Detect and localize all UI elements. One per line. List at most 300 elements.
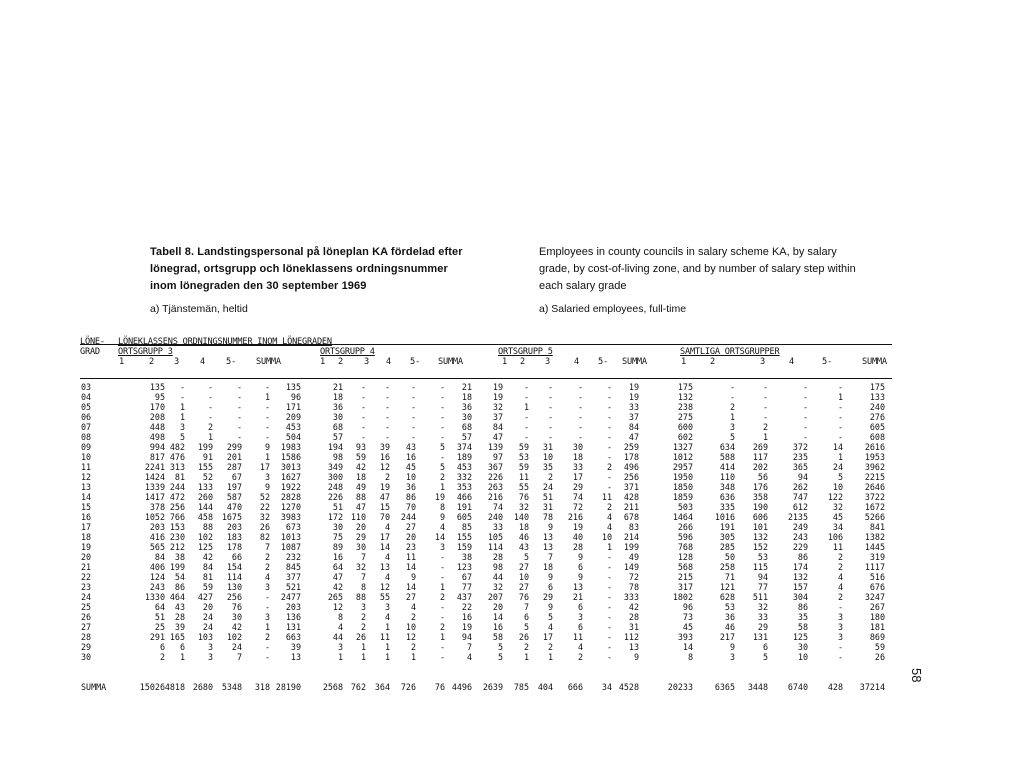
table-row-25-cell: 22 — [461, 602, 472, 612]
table-row-17-cell: 203 — [226, 522, 242, 532]
table-row-03-cell: - — [410, 382, 416, 392]
table-row-30-label: 30 — [81, 652, 92, 662]
table-row-25-cell: 20 — [202, 602, 213, 612]
table-row-06-cell: 209 — [285, 412, 301, 422]
table-row-14-cell: 3722 — [864, 492, 885, 502]
table-row-30-cell: 1 — [523, 652, 529, 662]
table-row-14-cell: 216 — [487, 492, 503, 502]
group-header-1: ORTSGRUPP 3 — [118, 347, 173, 357]
subcolumn-header-g1-5: 5- — [226, 357, 236, 367]
table-row-29-cell: 3 — [337, 642, 343, 652]
table-row-05-cell: 33 — [628, 402, 639, 412]
subcolumn-header-g4-2: 2 — [710, 357, 715, 367]
table-row-26-cell: 14 — [492, 612, 503, 622]
table-row-21-label: 21 — [81, 562, 92, 572]
table-row-03-cell: 175 — [677, 382, 693, 392]
table-row-09-cell: 43 — [405, 442, 416, 452]
table-row-20-cell: - — [439, 552, 445, 562]
table-row-07-cell: - — [606, 422, 612, 432]
table-row-total-cell: 28190 — [275, 682, 301, 692]
table-row-15-cell: 612 — [792, 502, 808, 512]
subcolumn-header-g2-2: 2 — [338, 357, 343, 367]
table-row-17-cell: 249 — [792, 522, 808, 532]
table-row-12-cell: 2 — [384, 472, 390, 482]
table-row-26-cell: 8 — [337, 612, 343, 622]
table-row-08-cell: 5 — [729, 432, 735, 442]
table-row-15-cell: 22 — [259, 502, 270, 512]
table-row-30-cell: 1 — [179, 652, 185, 662]
table-row-07-cell: - — [264, 422, 270, 432]
table-row-15-cell: 15 — [379, 502, 390, 512]
table-row-10-cell: 98 — [332, 452, 343, 462]
table-row-04-cell: 19 — [628, 392, 639, 402]
table-row-06-cell: 208 — [149, 412, 165, 422]
table-row-21-cell: 406 — [149, 562, 165, 572]
table-row-07-cell: - — [360, 422, 366, 432]
table-row-26-cell: 2 — [360, 612, 366, 622]
table-row-18-cell: 416 — [149, 532, 165, 542]
table-row-03-cell: - — [762, 382, 768, 392]
table-row-23-cell: 14 — [405, 582, 416, 592]
table-row-15-cell: 1270 — [280, 502, 301, 512]
table-row-26-cell: 16 — [461, 612, 472, 622]
table-row-30-cell: 2 — [159, 652, 165, 662]
table-row-19-cell: 7 — [264, 542, 270, 552]
table-row-20-cell: 11 — [405, 552, 416, 562]
table-row-06-cell: - — [802, 412, 808, 422]
table-row-12-cell: 1424 — [144, 472, 165, 482]
table-row-25-cell: 20 — [492, 602, 503, 612]
table-row-15-cell: 378 — [149, 502, 165, 512]
table-row-05-cell: 240 — [869, 402, 885, 412]
table-row-22-cell: 516 — [869, 572, 885, 582]
table-row-17-cell: 4 — [384, 522, 390, 532]
table-row-24-cell: 3247 — [864, 592, 885, 602]
table-row-06-cell: - — [410, 412, 416, 422]
table-row-03-cell: - — [547, 382, 553, 392]
table-row-27-cell: 24 — [202, 622, 213, 632]
table-row-19-cell: 11 — [832, 542, 843, 552]
table-row-07-cell: 2 — [207, 422, 213, 432]
table-row-29-cell: 59 — [874, 642, 885, 652]
table-row-25-cell: 53 — [724, 602, 735, 612]
table-row-08-cell: 57 — [332, 432, 343, 442]
table-row-20-cell: 232 — [285, 552, 301, 562]
table-row-24-cell: 511 — [752, 592, 768, 602]
table-row-22-cell: 124 — [149, 572, 165, 582]
table-row-13-cell: 1922 — [280, 482, 301, 492]
table-row-21-cell: 258 — [719, 562, 735, 572]
group-header-2: ORTSGRUPP 4 — [320, 347, 375, 357]
table-row-15-cell: 503 — [677, 502, 693, 512]
table-row-07-cell: - — [523, 422, 529, 432]
table-row-07-cell: 600 — [677, 422, 693, 432]
table-row-16-cell: 45 — [832, 512, 843, 522]
table-row-25-cell: 7 — [523, 602, 529, 612]
table-row-20-label: 20 — [81, 552, 92, 562]
table-row-22-cell: 54 — [174, 572, 185, 582]
table-row-30-cell: 9 — [633, 652, 639, 662]
table-row-12-cell: 94 — [797, 472, 808, 482]
table-row-08-cell: 504 — [285, 432, 301, 442]
table-row-15-cell: 8 — [439, 502, 445, 512]
table-row-23-cell: 78 — [628, 582, 639, 592]
table-row-27-cell: 45 — [682, 622, 693, 632]
table-row-10-cell: 91 — [202, 452, 213, 462]
table-row-20-cell: 66 — [231, 552, 242, 562]
table-row-total-cell: 2639 — [482, 682, 503, 692]
table-row-29-cell: 13 — [628, 642, 639, 652]
table-row-25-cell: 64 — [154, 602, 165, 612]
table-row-25-cell: - — [264, 602, 270, 612]
table-row-21-cell: 115 — [752, 562, 768, 572]
table-row-06-cell: - — [547, 412, 553, 422]
table-row-06-cell: 37 — [628, 412, 639, 422]
table-row-17-cell: 673 — [285, 522, 301, 532]
table-row-13-cell: 197 — [226, 482, 242, 492]
table-row-total-cell: 34 — [601, 682, 612, 692]
table-row-total-cell: 76 — [434, 682, 445, 692]
table-row-29-cell: 4 — [577, 642, 583, 652]
table-row-10-cell: 117 — [752, 452, 768, 462]
table-row-13-cell: 49 — [355, 482, 366, 492]
table-row-18-cell: 102 — [197, 532, 213, 542]
table-row-27-cell: 46 — [724, 622, 735, 632]
table-row-16-cell: 216 — [567, 512, 583, 522]
table-row-22-cell: 132 — [792, 572, 808, 582]
table-row-26-cell: 3 — [577, 612, 583, 622]
table-row-23-cell: 3 — [264, 582, 270, 592]
table-row-11-cell: 349 — [327, 462, 343, 472]
caption-english — [539, 244, 894, 318]
table-row-09-cell: 372 — [792, 442, 808, 452]
table-row-16-cell: 3983 — [280, 512, 301, 522]
table-row-21-cell: 845 — [285, 562, 301, 572]
table-row-17-cell: 841 — [869, 522, 885, 532]
table-row-04-cell: 132 — [677, 392, 693, 402]
table-row-14-cell: 52 — [259, 492, 270, 502]
table-row-04-cell: 96 — [290, 392, 301, 402]
table-row-03-cell: - — [439, 382, 445, 392]
table-row-19-cell: 1087 — [280, 542, 301, 552]
table-row-28-cell: 26 — [355, 632, 366, 642]
table-row-04-cell: - — [236, 392, 242, 402]
table-row-12-cell: 56 — [757, 472, 768, 482]
table-row-26-cell: 6 — [523, 612, 529, 622]
header-bottom-rule — [80, 378, 892, 379]
table-row-10-cell: 10 — [542, 452, 553, 462]
table-row-21-cell: 2 — [837, 562, 843, 572]
table-row-29-cell: 30 — [797, 642, 808, 652]
table-row-20-cell: 9 — [577, 552, 583, 562]
table-row-30-cell: 5 — [762, 652, 768, 662]
table-row-13-cell: 9 — [264, 482, 270, 492]
table-row-09-cell: 1327 — [672, 442, 693, 452]
table-row-11-cell: 496 — [623, 462, 639, 472]
table-row-03-cell: 135 — [149, 382, 165, 392]
table-row-05-cell: - — [264, 402, 270, 412]
table-row-23-cell: 86 — [174, 582, 185, 592]
table-row-24-cell: 628 — [719, 592, 735, 602]
table-row-21-cell: 32 — [355, 562, 366, 572]
table-row-04-cell: 18 — [332, 392, 343, 402]
table-row-03-cell: - — [236, 382, 242, 392]
table-row-14-cell: 358 — [752, 492, 768, 502]
table-row-08-cell: 498 — [149, 432, 165, 442]
table-row-05-cell: 32 — [492, 402, 503, 412]
table-row-18-cell: 105 — [487, 532, 503, 542]
table-row-20-cell: 42 — [202, 552, 213, 562]
table-row-05-cell: 1 — [523, 402, 529, 412]
table-row-13-cell: 2646 — [864, 482, 885, 492]
table-row-03-cell: - — [837, 382, 843, 392]
table-row-07-cell: 84 — [492, 422, 503, 432]
table-row-22-cell: 377 — [285, 572, 301, 582]
table-row-08-cell: - — [802, 432, 808, 442]
table-row-25-cell: 96 — [682, 602, 693, 612]
table-row-27-cell: 131 — [285, 622, 301, 632]
table-row-21-cell: 174 — [792, 562, 808, 572]
table-row-09-cell: 194 — [327, 442, 343, 452]
table-row-22-cell: - — [439, 572, 445, 582]
table-row-25-cell: 76 — [231, 602, 242, 612]
table-row-20-cell: 38 — [174, 552, 185, 562]
table-row-07-cell: 84 — [628, 422, 639, 432]
table-row-10-cell: - — [439, 452, 445, 462]
table-row-04-cell: 1 — [837, 392, 843, 402]
table-row-18-cell: 82 — [259, 532, 270, 542]
table-row-05-cell: 36 — [461, 402, 472, 412]
table-row-30-cell: 1 — [384, 652, 390, 662]
table-row-22-cell: 72 — [628, 572, 639, 582]
table-row-24-label: 24 — [81, 592, 92, 602]
table-row-24-cell: 27 — [405, 592, 416, 602]
table-row-22-cell: 9 — [547, 572, 553, 582]
table-row-06-cell: - — [762, 412, 768, 422]
table-row-29-cell: 2 — [547, 642, 553, 652]
table-row-29-cell: 39 — [290, 642, 301, 652]
table-row-15-label: 15 — [81, 502, 92, 512]
table-row-26-cell: 24 — [202, 612, 213, 622]
table-row-30-cell: 2 — [577, 652, 583, 662]
table-row-07-cell: 453 — [285, 422, 301, 432]
table-row-09-cell: 30 — [572, 442, 583, 452]
table-row-03-label: 03 — [81, 382, 92, 392]
table-row-22-cell: 81 — [202, 572, 213, 582]
table-row-10-cell: 1 — [837, 452, 843, 462]
table-row-19-cell: 1445 — [864, 542, 885, 552]
table-row-29-cell: 24 — [231, 642, 242, 652]
table-row-13-cell: 348 — [719, 482, 735, 492]
table-row-10-label: 10 — [81, 452, 92, 462]
table-row-12-cell: 2 — [547, 472, 553, 482]
table-row-total-cell: 364 — [374, 682, 390, 692]
table-row-14-cell: 466 — [456, 492, 472, 502]
table-row-06-cell: - — [837, 412, 843, 422]
table-row-22-cell: 4 — [264, 572, 270, 582]
table-row-26-cell: 28 — [628, 612, 639, 622]
table-row-23-cell: 6 — [547, 582, 553, 592]
table-row-04-cell: - — [410, 392, 416, 402]
table-row-19-cell: 28 — [572, 542, 583, 552]
table-row-27-cell: 10 — [405, 622, 416, 632]
table-row-05-cell: 171 — [285, 402, 301, 412]
table-row-21-cell: 123 — [456, 562, 472, 572]
table-row-28-cell: 58 — [492, 632, 503, 642]
table-row-15-cell: 335 — [719, 502, 735, 512]
table-row-09-cell: 2616 — [864, 442, 885, 452]
table-row-05-cell: - — [577, 402, 583, 412]
table-row-18-cell: 40 — [572, 532, 583, 542]
table-row-04-cell: 18 — [461, 392, 472, 402]
table-row-24-cell: 256 — [226, 592, 242, 602]
table-row-29-cell: 6 — [762, 642, 768, 652]
table-row-total-cell: 3448 — [747, 682, 768, 692]
table-row-16-cell: 605 — [456, 512, 472, 522]
table-row-04-cell: 95 — [154, 392, 165, 402]
table-row-24-cell: 333 — [623, 592, 639, 602]
table-row-28-cell: 3 — [837, 632, 843, 642]
table-row-25-label: 25 — [81, 602, 92, 612]
table-row-28-cell: 291 — [149, 632, 165, 642]
table-row-08-cell: - — [577, 432, 583, 442]
table-row-23-cell: 8 — [360, 582, 366, 592]
table-row-14-cell: 86 — [405, 492, 416, 502]
table-row-27-cell: 42 — [231, 622, 242, 632]
table-row-15-cell: 144 — [197, 502, 213, 512]
table-row-11-cell: 5 — [439, 462, 445, 472]
table-row-15-cell: 470 — [226, 502, 242, 512]
table-row-12-cell: 1950 — [672, 472, 693, 482]
table-row-26-cell: 180 — [869, 612, 885, 622]
table-row-25-cell: - — [606, 602, 612, 612]
group-header-3: ORTSGRUPP 5 — [498, 347, 553, 357]
table-row-27-cell: 6 — [577, 622, 583, 632]
table-row-17-cell: 27 — [405, 522, 416, 532]
table-row-21-cell: - — [439, 562, 445, 572]
table-row-20-cell: 84 — [154, 552, 165, 562]
table-row-06-cell: 1 — [179, 412, 185, 422]
table-row-13-label: 13 — [81, 482, 92, 492]
table-row-17-cell: 26 — [259, 522, 270, 532]
stub-header-line-2: GRAD — [80, 347, 100, 357]
table-row-05-cell: - — [439, 402, 445, 412]
table-row-09-cell: 482 — [169, 442, 185, 452]
table-row-04-cell: - — [606, 392, 612, 402]
subcolumn-header-g1-2: 2 — [149, 357, 154, 367]
table-row-11-cell: 17 — [259, 462, 270, 472]
table-row-14-cell: 1859 — [672, 492, 693, 502]
table-row-19-cell: 178 — [226, 542, 242, 552]
table-row-11-cell: 414 — [719, 462, 735, 472]
table-row-13-cell: 29 — [572, 482, 583, 492]
table-row-27-cell: 4 — [337, 622, 343, 632]
table-row-05-cell: 170 — [149, 402, 165, 412]
table-row-21-cell: 199 — [169, 562, 185, 572]
table-row-21-cell: 2 — [264, 562, 270, 572]
table-row-12-cell: 256 — [623, 472, 639, 482]
table-row-04-cell: - — [360, 392, 366, 402]
table-row-16-cell: 110 — [350, 512, 366, 522]
table-row-22-cell: 71 — [724, 572, 735, 582]
table-row-13-cell: 263 — [487, 482, 503, 492]
table-row-05-cell: 1 — [179, 402, 185, 412]
table-row-15-cell: 70 — [405, 502, 416, 512]
table-row-24-cell: 55 — [379, 592, 390, 602]
table-row-28-cell: 1 — [439, 632, 445, 642]
table-row-24-cell: 21 — [572, 592, 583, 602]
table-row-26-cell: 51 — [154, 612, 165, 622]
stub-header-line-1: LÖNE- — [80, 337, 105, 347]
table-row-03-cell: - — [360, 382, 366, 392]
table-row-16-cell: 32 — [259, 512, 270, 522]
table-row-17-cell: 83 — [628, 522, 639, 532]
table-row-25-cell: 32 — [757, 602, 768, 612]
table-row-14-cell: 587 — [226, 492, 242, 502]
table-row-30-cell: 7 — [236, 652, 242, 662]
table-row-20-cell: 28 — [492, 552, 503, 562]
table-row-28-cell: 869 — [869, 632, 885, 642]
table-row-10-cell: 1953 — [864, 452, 885, 462]
table-row-15-cell: 51 — [332, 502, 343, 512]
table-row-30-cell: 4 — [466, 652, 472, 662]
table-row-26-label: 26 — [81, 612, 92, 622]
table-row-27-cell: 1 — [384, 622, 390, 632]
table-row-12-cell: 3 — [264, 472, 270, 482]
table-row-04-cell: - — [207, 392, 213, 402]
table-row-06-cell: 1 — [729, 412, 735, 422]
table-row-18-cell: 596 — [677, 532, 693, 542]
table-row-03-cell: 21 — [332, 382, 343, 392]
table-row-06-cell: 275 — [677, 412, 693, 422]
table-row-29-cell: 9 — [729, 642, 735, 652]
table-row-11-cell: 287 — [226, 462, 242, 472]
table-row-08-cell: - — [384, 432, 390, 442]
table-row-19-cell: 14 — [379, 542, 390, 552]
table-row-14-cell: 747 — [792, 492, 808, 502]
table-row-07-cell: - — [547, 422, 553, 432]
table-row-17-cell: 88 — [202, 522, 213, 532]
table-row-24-cell: 437 — [456, 592, 472, 602]
table-row-24-cell: 304 — [792, 592, 808, 602]
table-row-22-cell: 215 — [677, 572, 693, 582]
table-row-08-cell: - — [523, 432, 529, 442]
table-row-28-cell: 12 — [405, 632, 416, 642]
table-row-06-cell: - — [384, 412, 390, 422]
table-row-14-cell: 74 — [572, 492, 583, 502]
main-column-header: LÖNEKLASSENS ORDNINGSNUMMER INOM LÖNEGRADEN — [118, 337, 332, 347]
table-row-14-label: 14 — [81, 492, 92, 502]
table-row-22-cell: 9 — [410, 572, 416, 582]
table-row-22-cell: 4 — [384, 572, 390, 582]
table-row-26-cell: - — [439, 612, 445, 622]
table-row-23-cell: 243 — [149, 582, 165, 592]
table-row-24-cell: 29 — [542, 592, 553, 602]
table-row-07-cell: - — [837, 422, 843, 432]
table-row-total-cell: 2568 — [322, 682, 343, 692]
table-row-total-cell: 37214 — [859, 682, 885, 692]
table-row-25-cell: 3 — [384, 602, 390, 612]
table-row-21-cell: 18 — [542, 562, 553, 572]
subcolumn-header-g1-1: 1 — [119, 357, 124, 367]
table-row-18-cell: 155 — [456, 532, 472, 542]
table-row-15-cell: 47 — [355, 502, 366, 512]
table-row-19-cell: 114 — [487, 542, 503, 552]
table-row-14-cell: 19 — [434, 492, 445, 502]
table-row-23-cell: 77 — [757, 582, 768, 592]
table-row-06-label: 06 — [81, 412, 92, 422]
table-row-24-cell: - — [264, 592, 270, 602]
